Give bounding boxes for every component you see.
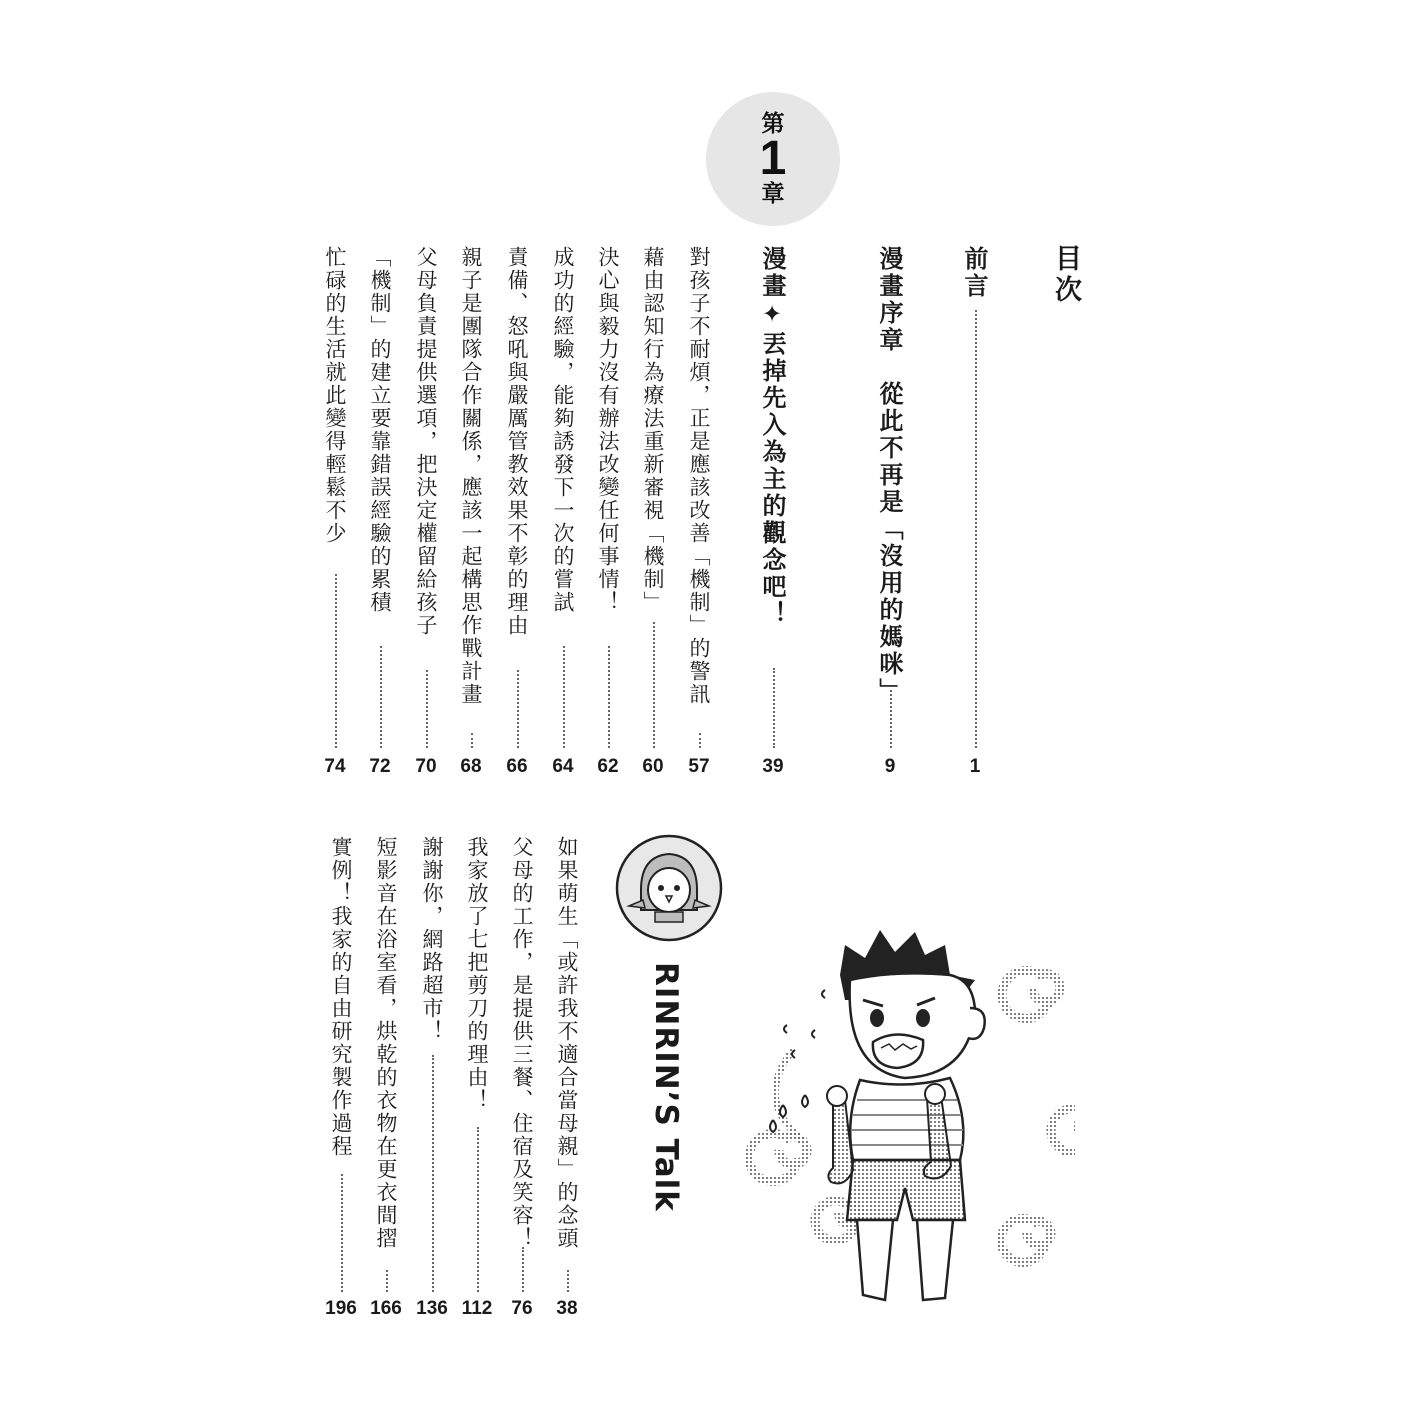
leader-dots <box>471 733 473 748</box>
page-number: 76 <box>511 1298 533 1319</box>
leader-dots <box>341 1174 343 1292</box>
page-number: 62 <box>597 756 619 777</box>
leader-dots <box>890 690 892 748</box>
manga-title: 丟掉先入為主的觀念吧！ <box>758 331 786 628</box>
leader-dots <box>477 1127 479 1292</box>
toc-title: 目次 <box>1050 244 1081 306</box>
page-number: 60 <box>642 756 664 777</box>
toc-entry[interactable]: 忙碌的生活就此變得輕鬆不少 <box>323 246 347 545</box>
leader-dots <box>608 646 610 748</box>
leader-dots <box>432 1055 434 1292</box>
toc-entry-preface[interactable]: 前言 <box>960 246 988 300</box>
leader-dots <box>380 646 382 748</box>
leader-dots <box>563 646 565 748</box>
toc-entry[interactable]: 親子是團隊合作關係，應該一起構思作戰計畫 <box>459 246 483 706</box>
chapter-badge <box>706 92 840 226</box>
toc-entry[interactable]: 「機制」的建立要靠錯誤經驗的累積 <box>368 246 392 614</box>
toc-entry-manga-chapter1[interactable] <box>760 246 784 628</box>
toc-entry[interactable]: 父母負責提供選項，把決定權留給孩子 <box>414 246 438 637</box>
chapter-badge-bottom: 章 <box>761 180 785 207</box>
toc-entry-manga-prologue[interactable]: 漫畫序章 從此不再是「沒用的媽咪」 <box>875 246 903 705</box>
page-number: 9 <box>884 756 896 777</box>
toc-entry[interactable]: 責備、怒吼與嚴厲管教效果不彰的理由 <box>505 246 529 637</box>
leader-dots <box>386 1270 388 1292</box>
page-number: 68 <box>460 756 482 777</box>
toc-entry[interactable]: 成功的經驗，能夠誘發下一次的嘗試 <box>551 246 575 614</box>
page-number: 70 <box>415 756 437 777</box>
leader-dots <box>653 622 655 748</box>
leader-dots <box>517 670 519 748</box>
talk-entry[interactable]: 謝謝你，網路超市！ <box>420 836 444 1043</box>
toc-entry[interactable]: 藉由認知行為療法重新審視「機制」 <box>641 246 665 614</box>
page-number: 66 <box>506 756 528 777</box>
talk-entry[interactable]: 父母的工作，是提供三餐、住宿及笑容！ <box>510 836 534 1250</box>
page-number: 57 <box>688 756 710 777</box>
talk-entry[interactable]: 我家放了七把剪刀的理由！ <box>465 836 489 1112</box>
sparkle-icon: ✦ <box>758 300 786 331</box>
page-number: 38 <box>556 1298 578 1319</box>
leader-dots <box>975 310 977 748</box>
page-number: 1 <box>969 756 981 777</box>
toc-entry[interactable]: 對孩子不耐煩，正是應該改善「機制」的警訊 <box>687 246 711 706</box>
chapter-badge-number: 1 <box>759 132 787 186</box>
leader-dots <box>567 1270 569 1292</box>
mascot-avatar <box>613 832 725 944</box>
chapter-badge-top: 第 <box>761 111 785 138</box>
page-number: 196 <box>325 1298 357 1319</box>
page-number: 136 <box>416 1298 448 1319</box>
manga-label: 漫畫 <box>758 246 786 300</box>
toc-entry[interactable]: 決心與毅力沒有辦法改變任何事情！ <box>596 246 620 614</box>
talk-entry[interactable]: 短影音在浴室看，烘乾的衣物在更衣間摺 <box>374 836 398 1250</box>
leader-dots <box>522 1247 524 1292</box>
rinrin-talk-heading: RINRIN’S Talk <box>648 962 684 1212</box>
page-number: 74 <box>324 756 346 777</box>
page-number: 112 <box>461 1298 493 1319</box>
leader-dots <box>699 733 701 748</box>
leader-dots <box>335 574 337 748</box>
page-number: 166 <box>370 1298 402 1319</box>
talk-entry[interactable]: 實例！我家的自由研究製作過程 <box>329 836 353 1158</box>
page-number: 64 <box>552 756 574 777</box>
page-number: 39 <box>762 756 784 777</box>
leader-dots <box>426 670 428 748</box>
illustration-man-with-socks <box>745 920 1075 1320</box>
talk-entry[interactable]: 如果萌生「或許我不適合當母親」的念頭 <box>555 836 579 1250</box>
page-number: 72 <box>369 756 391 777</box>
leader-dots <box>773 668 775 748</box>
